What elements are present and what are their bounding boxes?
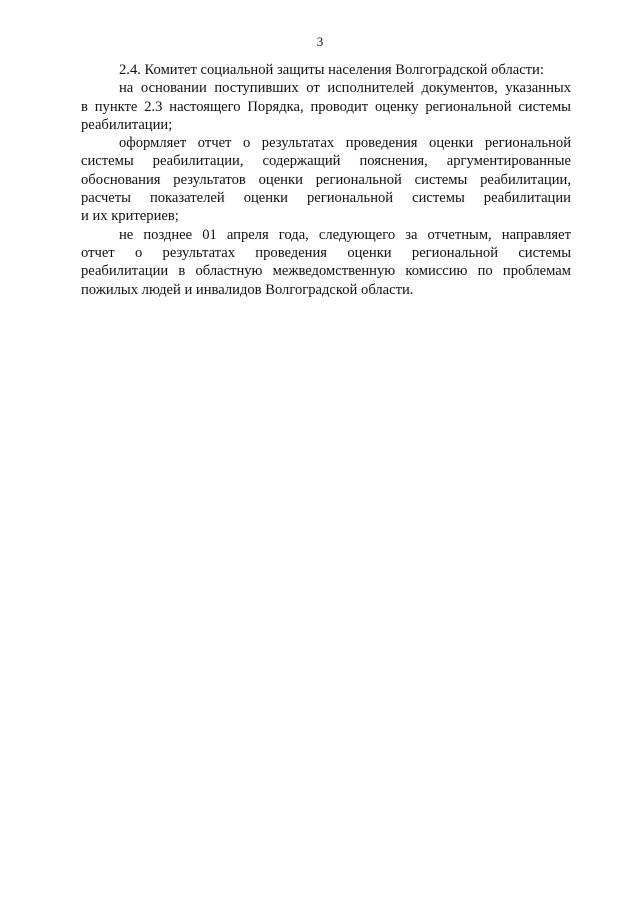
paragraph-2-line-1: на основании поступивших от исполнителей документов, указанных <box>119 80 571 97</box>
paragraph-4-line-1: не позднее 01 апреля года, следующего за отчетным, направляет <box>119 226 571 243</box>
document-body <box>81 61 571 299</box>
paragraph-3-line-1: оформляет отчет о результатах проведения оценки региональной <box>119 135 571 152</box>
paragraph-3-line-4: расчеты показателей оценки региональной системы реабилитации <box>81 190 571 207</box>
paragraph-3-line-5: и их критериев; <box>81 208 179 225</box>
paragraph-4-line-4: пожилых людей и инвалидов Волгоградской области. <box>81 281 414 298</box>
paragraph-1-line-1: 2.4. Комитет социальной защиты населения Волгоградской области: <box>119 62 544 78</box>
paragraph-4-line-3: реабилитации в областную межведомственную комиссию по проблемам <box>81 263 571 280</box>
paragraph-2-line-2: в пункте 2.3 настоящего Порядка, проводит оценку региональной системы <box>81 98 571 115</box>
paragraph-3-line-3: обоснования результатов оценки региональной системы реабилитации, <box>81 171 571 188</box>
paragraph-4-line-2: отчет о результатах проведения оценки региональной системы <box>81 244 571 261</box>
paragraph-3-line-2: системы реабилитации, содержащий пояснения, аргументированные <box>81 153 571 170</box>
paragraph-2-line-3: реабилитации; <box>81 116 173 133</box>
page-number: 3 <box>316 34 324 49</box>
